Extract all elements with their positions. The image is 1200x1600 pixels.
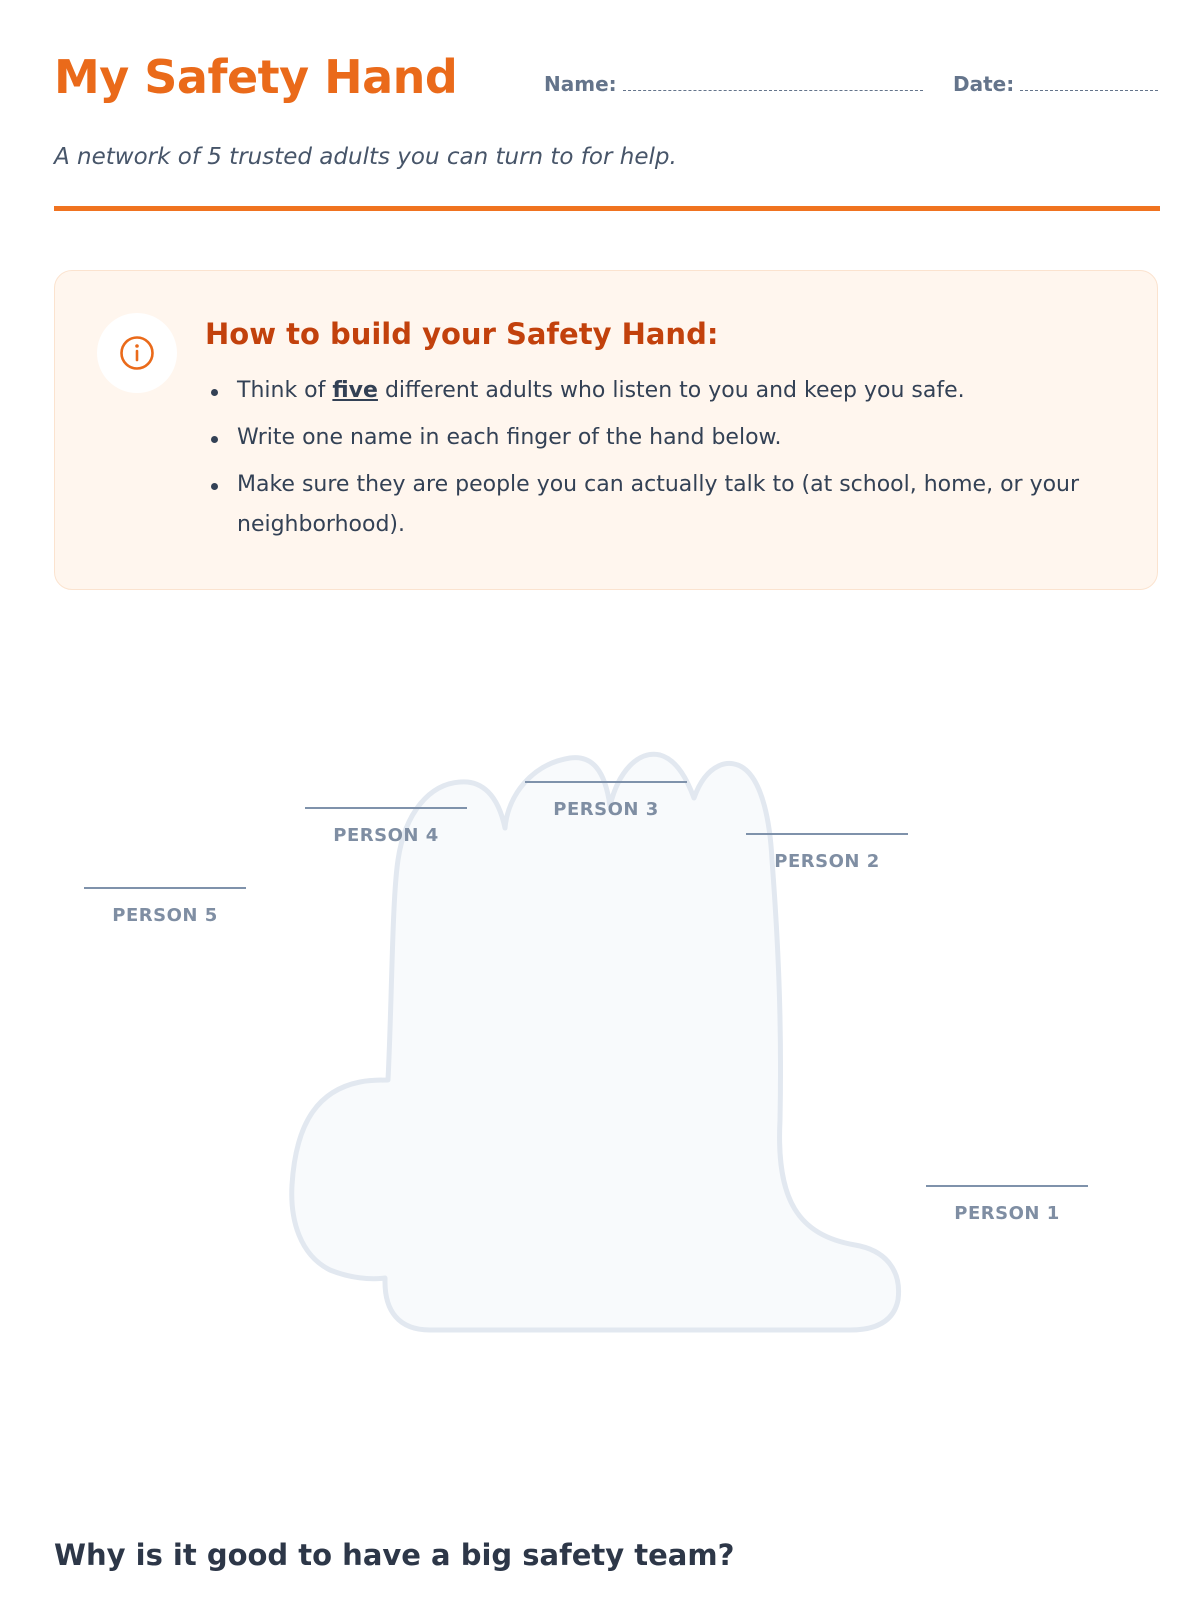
name-label: Name: bbox=[544, 72, 617, 96]
page-title: My Safety Hand bbox=[54, 50, 458, 104]
person-5-label: PERSON 5 bbox=[112, 905, 218, 926]
instructions-title: How to build your Safety Hand: bbox=[205, 317, 719, 351]
person-3-slot[interactable] bbox=[525, 781, 687, 820]
person-2-slot[interactable] bbox=[746, 833, 908, 872]
instructions-box bbox=[54, 270, 1158, 590]
name-blank[interactable] bbox=[623, 74, 923, 91]
person-3-line[interactable] bbox=[525, 781, 687, 783]
person-4-slot[interactable] bbox=[305, 807, 467, 846]
info-icon bbox=[97, 313, 177, 393]
instruction-item bbox=[205, 371, 1125, 411]
header-divider bbox=[54, 206, 1160, 211]
person-1-slot[interactable] bbox=[926, 1185, 1088, 1224]
person-1-line[interactable] bbox=[926, 1185, 1088, 1187]
person-4-label: PERSON 4 bbox=[333, 825, 439, 846]
reflection-question: Why is it good to have a big safety team? bbox=[54, 1538, 735, 1572]
instruction-text: Think of bbox=[237, 378, 333, 403]
person-2-label: PERSON 2 bbox=[774, 851, 880, 872]
instructions-list bbox=[205, 371, 1125, 552]
date-field[interactable] bbox=[953, 72, 1158, 96]
instruction-item: Make sure they are people you can actually talk to (at school, home, or your neighborhood). bbox=[205, 465, 1125, 545]
person-5-slot[interactable] bbox=[84, 887, 246, 926]
instruction-item: Write one name in each finger of the hand below. bbox=[205, 418, 1125, 458]
page-subtitle: A network of 5 trusted adults you can turn to for help. bbox=[54, 144, 677, 170]
instruction-emphasis: five bbox=[332, 378, 378, 403]
name-field[interactable] bbox=[544, 72, 923, 96]
person-2-line[interactable] bbox=[746, 833, 908, 835]
person-3-label: PERSON 3 bbox=[553, 799, 659, 820]
person-1-label: PERSON 1 bbox=[954, 1203, 1060, 1224]
date-blank[interactable] bbox=[1020, 74, 1158, 91]
safety-hand bbox=[0, 700, 1200, 1400]
worksheet-header bbox=[54, 50, 1154, 110]
instruction-text: different adults who listen to you and keep you safe. bbox=[377, 378, 965, 403]
date-label: Date: bbox=[953, 72, 1015, 96]
person-5-line[interactable] bbox=[84, 887, 246, 889]
person-4-line[interactable] bbox=[305, 807, 467, 809]
